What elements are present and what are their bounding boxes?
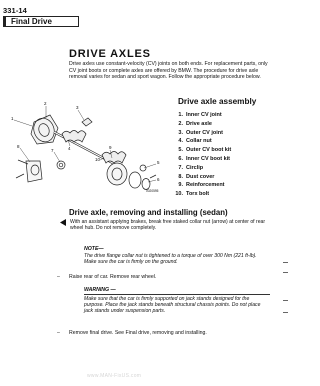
dash-icon: –: [57, 274, 60, 280]
page-number: 331-14: [3, 6, 27, 15]
watermark: www.MAN-FixUS.com: [87, 373, 142, 379]
figure-callout: 3: [76, 105, 79, 110]
list-item: 4. Collar nut: [178, 138, 212, 145]
divider: [84, 294, 270, 295]
figure-callout: 4: [68, 146, 71, 151]
list-item: 6. Inner CV boot kit: [178, 155, 230, 162]
step-raise-car: [57, 274, 156, 280]
step-text: Remove final drive. See Final drive, removing and installing.: [69, 330, 207, 336]
warning-label: WARNING —: [84, 287, 116, 293]
margin-mark: [283, 312, 288, 313]
figure-callout: 7: [51, 148, 54, 153]
list-item: 3. Outer CV joint: [178, 129, 223, 136]
figure-callout: 9: [109, 145, 112, 150]
dash-icon: –: [57, 330, 60, 336]
warning-text: Make sure that the car is firmly supported on jack stands designed for the purpose. Place the jack stands beneath structural chassis points. Do not place jack stands under suspension parts.: [84, 295, 261, 315]
drive-axle-exploded-diagram: [6, 100, 176, 193]
warning-block: [84, 287, 270, 315]
list-item: 9. Reinforcement: [178, 182, 225, 189]
note-label: NOTE—: [84, 246, 104, 252]
procedure-intro: With an assistant applying brakes, break free staked collar nut (arrow) at center of rear wheel hub. Do not remove completely.: [70, 219, 266, 232]
chapter-header: [3, 16, 79, 27]
figure-callout: 5: [157, 160, 160, 165]
list-item: 1. Inner CV joint: [178, 112, 222, 118]
figure-callout: 8: [17, 144, 20, 149]
arrow-left-icon: [60, 219, 66, 226]
list-item: 8. Dust cover: [178, 173, 215, 180]
list-item: 10. Torx bolt: [175, 191, 210, 198]
margin-mark: [283, 272, 288, 273]
chapter-title: Final Drive: [11, 17, 52, 26]
note-block: [84, 246, 270, 266]
figure-callout: 6: [157, 177, 160, 182]
list-item: 2. Drive axle: [178, 120, 212, 127]
figure-callout: 1: [11, 116, 14, 121]
margin-mark: [283, 262, 288, 263]
parts-list: [173, 111, 277, 199]
procedure-title: Drive axle, removing and installing (sedan): [69, 208, 228, 217]
figure-callout: 2: [44, 101, 47, 106]
figure-callout: 10: [95, 157, 101, 162]
section-title: DRIVE AXLES: [69, 48, 151, 60]
assembly-title: Drive axle assembly: [178, 97, 257, 106]
note-text: The drive flange collar nut is tightened to a torque of over 300 Nm (221 ft-lb). Make sure the car is firmly on the ground.: [84, 253, 257, 266]
step-remove-final-drive: [57, 330, 272, 336]
list-item: 7. Circlip: [178, 164, 204, 171]
section-intro: Drive axles use constant-velocity (CV) joints on both ends. For replacement parts, only CV joint boots or complete axles are offered by BMW. The procedure for drive axle removal varies for sedan and sport wagon. Follow the appropriate procedure below.: [69, 61, 268, 81]
list-item: 5. Outer CV boot kit: [178, 147, 232, 154]
assembly-legend: [170, 93, 278, 198]
step-text: Raise rear of car. Remove rear wheel.: [69, 274, 157, 280]
margin-mark: [283, 300, 288, 301]
figure-code: 0020595: [146, 189, 159, 193]
